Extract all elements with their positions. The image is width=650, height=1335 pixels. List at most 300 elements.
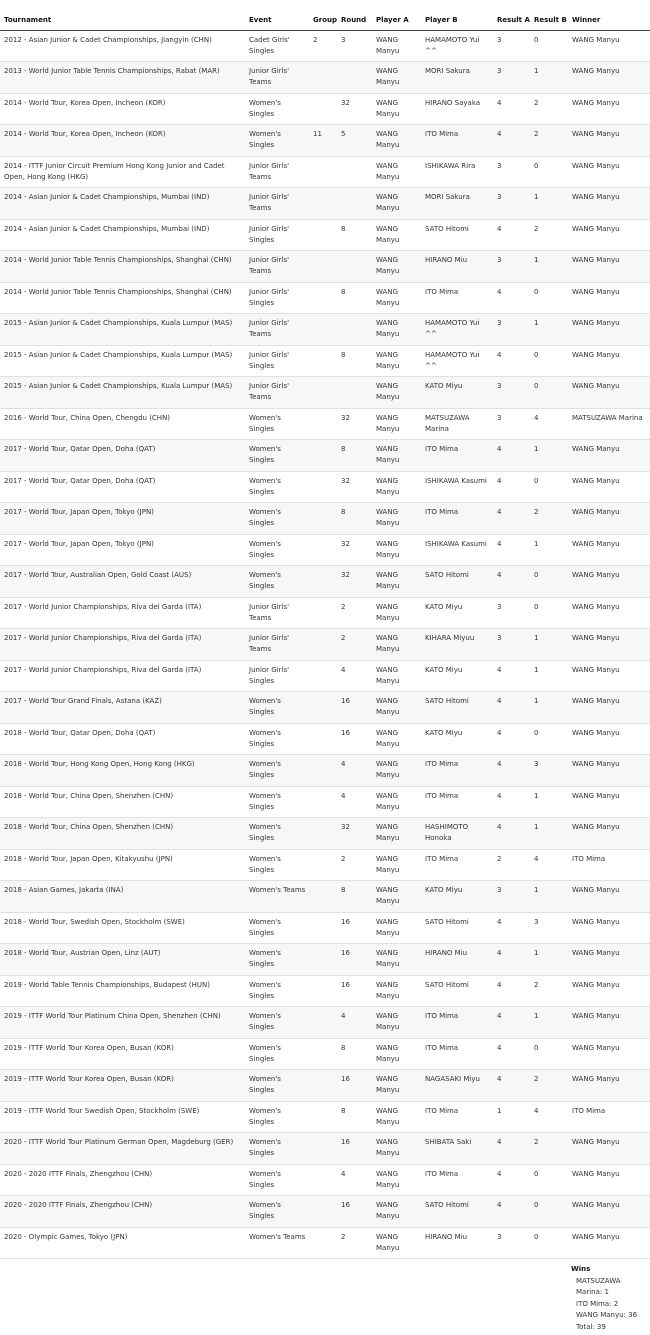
cell-round: 3 <box>337 30 372 62</box>
cell-result-a: 3 <box>493 314 530 346</box>
cell-winner: WANG Manyu <box>568 62 650 94</box>
cell-event: Women's Singles <box>245 692 309 724</box>
cell-player-a: WANG Manyu <box>372 944 421 976</box>
cell-player-b: ITO Mima <box>421 755 493 787</box>
cell-result-a: 3 <box>493 62 530 94</box>
cell-event: Women's Singles <box>245 471 309 503</box>
table-row[interactable] <box>0 219 650 251</box>
table-row[interactable] <box>0 629 650 661</box>
cell-result-b: 4 <box>530 408 568 440</box>
cell-event: Cadet Girls' Singles <box>245 30 309 62</box>
cell-round: 32 <box>337 408 372 440</box>
cell-result-a: 4 <box>493 692 530 724</box>
cell-event: Women's Singles <box>245 1196 309 1228</box>
cell-tournament: 2018 - World Tour, Japan Open, Kitakyushu (JPN) <box>0 849 245 881</box>
cell-group <box>309 408 337 440</box>
cell-group <box>309 818 337 850</box>
cell-event: Women's Singles <box>245 125 309 157</box>
cell-result-b: 2 <box>530 1070 568 1102</box>
cell-tournament: 2018 - World Tour, Qatar Open, Doha (QAT) <box>0 723 245 755</box>
cell-tournament: 2014 - World Tour, Korea Open, Incheon (KOR) <box>0 93 245 125</box>
cell-result-b: 1 <box>530 786 568 818</box>
table-row[interactable] <box>0 282 650 314</box>
cell-result-b: 0 <box>530 1164 568 1196</box>
cell-result-b: 0 <box>530 156 568 188</box>
cell-player-a: WANG Manyu <box>372 1038 421 1070</box>
cell-player-a: WANG Manyu <box>372 125 421 157</box>
cell-player-b: ITO Mima <box>421 282 493 314</box>
column-header-tournament[interactable]: Tournament <box>0 0 245 30</box>
wins-summary <box>571 1264 647 1333</box>
table-row[interactable] <box>0 723 650 755</box>
cell-group <box>309 912 337 944</box>
cell-player-a: WANG Manyu <box>372 566 421 598</box>
cell-player-b: ITO Mima <box>421 125 493 157</box>
cell-result-b: 1 <box>530 660 568 692</box>
cell-tournament: 2017 - World Tour, Australian Open, Gold Coast (AUS) <box>0 566 245 598</box>
cell-tournament: 2020 - ITTF World Tour Platinum German Open, Magdeburg (GER) <box>0 1133 245 1165</box>
cell-player-a: WANG Manyu <box>372 1007 421 1039</box>
cell-player-b: ISHIKAWA Kasumi <box>421 471 493 503</box>
cell-group: 2 <box>309 30 337 62</box>
column-header-result-a[interactable]: Result A <box>493 0 530 30</box>
table-row[interactable] <box>0 1007 650 1039</box>
column-header-group[interactable]: Group <box>309 0 337 30</box>
cell-player-a: WANG Manyu <box>372 156 421 188</box>
cell-tournament: 2015 - Asian Junior & Cadet Championships, Kuala Lumpur (MAS) <box>0 314 245 346</box>
cell-result-a: 4 <box>493 723 530 755</box>
cell-result-b: 0 <box>530 471 568 503</box>
cell-result-b: 0 <box>530 566 568 598</box>
table-row[interactable] <box>0 818 650 850</box>
cell-player-a: WANG Manyu <box>372 818 421 850</box>
cell-result-b: 2 <box>530 975 568 1007</box>
table-header <box>0 0 650 30</box>
table-row[interactable] <box>0 251 650 283</box>
cell-player-a: WANG Manyu <box>372 692 421 724</box>
table-row[interactable] <box>0 912 650 944</box>
cell-result-b: 0 <box>530 282 568 314</box>
cell-round: 2 <box>337 1227 372 1259</box>
cell-player-a: WANG Manyu <box>372 723 421 755</box>
cell-result-a: 4 <box>493 944 530 976</box>
table-row[interactable] <box>0 93 650 125</box>
cell-round: 8 <box>337 282 372 314</box>
cell-result-b: 2 <box>530 93 568 125</box>
cell-result-a: 4 <box>493 975 530 1007</box>
cell-result-b: 3 <box>530 755 568 787</box>
cell-player-b: HASHIMOTO Honoka <box>421 818 493 850</box>
cell-result-b: 1 <box>530 818 568 850</box>
cell-result-b: 1 <box>530 62 568 94</box>
cell-tournament: 2019 - World Table Tennis Championships, Budapest (HUN) <box>0 975 245 1007</box>
cell-event: Junior Girls' Singles <box>245 219 309 251</box>
cell-event: Women's Singles <box>245 1101 309 1133</box>
cell-tournament: 2018 - World Tour, Swedish Open, Stockholm (SWE) <box>0 912 245 944</box>
table-row[interactable] <box>0 408 650 440</box>
cell-player-a: WANG Manyu <box>372 597 421 629</box>
cell-tournament: 2014 - World Junior Table Tennis Championships, Shanghai (CHN) <box>0 251 245 283</box>
column-header-winner[interactable]: Winner <box>568 0 650 30</box>
cell-result-a: 3 <box>493 629 530 661</box>
cell-player-b: SATO Hitomi <box>421 692 493 724</box>
table-row[interactable] <box>0 440 650 472</box>
cell-round: 2 <box>337 597 372 629</box>
cell-result-b: 1 <box>530 944 568 976</box>
cell-tournament: 2012 - Asian Junior & Cadet Championships, Jiangyin (CHN) <box>0 30 245 62</box>
cell-result-b: 2 <box>530 1133 568 1165</box>
cell-round: 16 <box>337 1070 372 1102</box>
cell-round: 32 <box>337 471 372 503</box>
cell-player-a: WANG Manyu <box>372 660 421 692</box>
column-header-player-a[interactable]: Player A <box>372 0 421 30</box>
cell-winner: MATSUZAWA Marina <box>568 408 650 440</box>
cell-result-a: 4 <box>493 1164 530 1196</box>
cell-event: Junior Girls' Singles <box>245 660 309 692</box>
table-row[interactable] <box>0 1101 650 1133</box>
cell-player-b: ITO Mima <box>421 440 493 472</box>
cell-group <box>309 692 337 724</box>
table-row[interactable] <box>0 1133 650 1165</box>
cell-player-b: NAGASAKI Miyu <box>421 1070 493 1102</box>
cell-player-b: MORI Sakura <box>421 62 493 94</box>
cell-winner: WANG Manyu <box>568 471 650 503</box>
cell-player-b: KATO Miyu <box>421 881 493 913</box>
table-row[interactable] <box>0 849 650 881</box>
cell-result-a: 4 <box>493 282 530 314</box>
cell-player-a: WANG Manyu <box>372 345 421 377</box>
cell-event: Women's Singles <box>245 755 309 787</box>
cell-result-a: 3 <box>493 251 530 283</box>
cell-round <box>337 156 372 188</box>
table-row[interactable] <box>0 62 650 94</box>
cell-round <box>337 251 372 283</box>
table-row[interactable] <box>0 471 650 503</box>
cell-event: Women's Singles <box>245 93 309 125</box>
cell-winner: WANG Manyu <box>568 629 650 661</box>
cell-player-a: WANG Manyu <box>372 62 421 94</box>
cell-player-a: WANG Manyu <box>372 314 421 346</box>
table-row[interactable] <box>0 377 650 409</box>
cell-group <box>309 881 337 913</box>
cell-result-b: 2 <box>530 125 568 157</box>
cell-player-a: WANG Manyu <box>372 1196 421 1228</box>
column-header-event[interactable]: Event <box>245 0 309 30</box>
cell-player-b: KATO Miyu <box>421 597 493 629</box>
cell-result-b: 0 <box>530 597 568 629</box>
table-row[interactable] <box>0 660 650 692</box>
cell-group <box>309 1196 337 1228</box>
cell-winner: WANG Manyu <box>568 219 650 251</box>
cell-winner: WANG Manyu <box>568 1070 650 1102</box>
cell-result-a: 4 <box>493 1196 530 1228</box>
cell-round: 32 <box>337 534 372 566</box>
cell-group <box>309 755 337 787</box>
cell-round: 8 <box>337 1038 372 1070</box>
cell-tournament: 2018 - World Tour, China Open, Shenzhen (CHN) <box>0 786 245 818</box>
cell-player-a: WANG Manyu <box>372 912 421 944</box>
cell-group <box>309 1007 337 1039</box>
cell-group <box>309 471 337 503</box>
cell-event: Women's Singles <box>245 408 309 440</box>
cell-winner: WANG Manyu <box>568 30 650 62</box>
cell-group <box>309 314 337 346</box>
cell-player-a: WANG Manyu <box>372 786 421 818</box>
cell-group <box>309 282 337 314</box>
cell-winner: WANG Manyu <box>568 345 650 377</box>
cell-winner: WANG Manyu <box>568 125 650 157</box>
cell-winner: WANG Manyu <box>568 786 650 818</box>
cell-round: 4 <box>337 660 372 692</box>
cell-winner: WANG Manyu <box>568 156 650 188</box>
cell-winner: WANG Manyu <box>568 755 650 787</box>
table-row[interactable] <box>0 566 650 598</box>
cell-result-b: 1 <box>530 692 568 724</box>
cell-player-b: KATO Miyu <box>421 723 493 755</box>
cell-round: 16 <box>337 1196 372 1228</box>
cell-result-a: 4 <box>493 125 530 157</box>
table-row[interactable] <box>0 692 650 724</box>
cell-winner: ITO Mima <box>568 1101 650 1133</box>
cell-event: Junior Girls' Teams <box>245 377 309 409</box>
table-row[interactable] <box>0 1070 650 1102</box>
cell-tournament: 2019 - ITTF World Tour Swedish Open, Stockholm (SWE) <box>0 1101 245 1133</box>
cell-player-a: WANG Manyu <box>372 408 421 440</box>
cell-round: 16 <box>337 723 372 755</box>
cell-round: 32 <box>337 93 372 125</box>
cell-tournament: 2017 - World Tour, Qatar Open, Doha (QAT) <box>0 471 245 503</box>
cell-round: 32 <box>337 818 372 850</box>
cell-tournament: 2017 - World Tour, Qatar Open, Doha (QAT) <box>0 440 245 472</box>
wins-line: ITO Mima: 2 <box>576 1299 619 1308</box>
cell-group <box>309 660 337 692</box>
cell-tournament: 2015 - Asian Junior & Cadet Championships, Kuala Lumpur (MAS) <box>0 377 245 409</box>
table-row[interactable] <box>0 1227 650 1259</box>
cell-result-a: 4 <box>493 566 530 598</box>
cell-player-b: HIRANO Miu <box>421 1227 493 1259</box>
cell-player-b: HAMAMOTO Yui ^^ <box>421 30 493 62</box>
table-row[interactable] <box>0 786 650 818</box>
cell-round <box>337 62 372 94</box>
cell-event: Women's Singles <box>245 503 309 535</box>
cell-event: Women's Singles <box>245 818 309 850</box>
cell-round: 8 <box>337 1101 372 1133</box>
cell-round: 4 <box>337 755 372 787</box>
cell-winner: WANG Manyu <box>568 1133 650 1165</box>
table-row[interactable] <box>0 597 650 629</box>
cell-group <box>309 188 337 220</box>
cell-group <box>309 219 337 251</box>
table-row[interactable] <box>0 944 650 976</box>
cell-tournament: 2019 - ITTF World Tour Platinum China Open, Shenzhen (CHN) <box>0 1007 245 1039</box>
cell-event: Women's Singles <box>245 1164 309 1196</box>
cell-tournament: 2019 - ITTF World Tour Korea Open, Busan (KOR) <box>0 1038 245 1070</box>
cell-winner: WANG Manyu <box>568 534 650 566</box>
cell-tournament: 2014 - Asian Junior & Cadet Championships, Mumbai (IND) <box>0 188 245 220</box>
cell-result-b: 0 <box>530 377 568 409</box>
cell-winner: ITO Mima <box>568 849 650 881</box>
cell-result-a: 3 <box>493 408 530 440</box>
cell-player-b: HIRANO Miu <box>421 251 493 283</box>
cell-result-a: 4 <box>493 1133 530 1165</box>
cell-group <box>309 597 337 629</box>
cell-event: Women's Singles <box>245 975 309 1007</box>
cell-group <box>309 566 337 598</box>
cell-player-a: WANG Manyu <box>372 849 421 881</box>
cell-winner: WANG Manyu <box>568 503 650 535</box>
cell-player-a: WANG Manyu <box>372 503 421 535</box>
cell-group <box>309 503 337 535</box>
cell-result-a: 2 <box>493 849 530 881</box>
cell-group <box>309 62 337 94</box>
cell-group <box>309 1070 337 1102</box>
table-row[interactable] <box>0 345 650 377</box>
cell-event: Junior Girls' Teams <box>245 597 309 629</box>
table-row[interactable] <box>0 503 650 535</box>
table-row[interactable] <box>0 1038 650 1070</box>
cell-player-b: KATO Miyu <box>421 377 493 409</box>
cell-result-a: 3 <box>493 156 530 188</box>
cell-result-b: 0 <box>530 1038 568 1070</box>
table-row[interactable] <box>0 1196 650 1228</box>
cell-player-b: SATO Hitomi <box>421 1196 493 1228</box>
cell-player-b: MORI Sakura <box>421 188 493 220</box>
cell-result-b: 1 <box>530 1007 568 1039</box>
cell-tournament: 2017 - World Junior Championships, Riva del Garda (ITA) <box>0 597 245 629</box>
cell-tournament: 2017 - World Tour Grand Finals, Astana (KAZ) <box>0 692 245 724</box>
table-row[interactable] <box>0 1164 650 1196</box>
cell-player-a: WANG Manyu <box>372 755 421 787</box>
cell-result-b: 4 <box>530 849 568 881</box>
cell-result-b: 1 <box>530 314 568 346</box>
cell-winner: WANG Manyu <box>568 692 650 724</box>
cell-round: 2 <box>337 849 372 881</box>
cell-result-b: 1 <box>530 188 568 220</box>
cell-group <box>309 1101 337 1133</box>
table-row[interactable] <box>0 188 650 220</box>
cell-result-a: 3 <box>493 597 530 629</box>
cell-round: 16 <box>337 975 372 1007</box>
cell-group <box>309 1164 337 1196</box>
cell-winner: WANG Manyu <box>568 881 650 913</box>
cell-round <box>337 188 372 220</box>
cell-result-b: 2 <box>530 503 568 535</box>
cell-tournament: 2020 - 2020 ITTF Finals, Zhengzhou (CHN) <box>0 1164 245 1196</box>
cell-player-a: WANG Manyu <box>372 1227 421 1259</box>
cell-player-b: HAMAMOTO Yui ^^ <box>421 314 493 346</box>
cell-round: 32 <box>337 566 372 598</box>
cell-tournament: 2014 - World Tour, Korea Open, Incheon (KOR) <box>0 125 245 157</box>
column-header-round[interactable]: Round <box>337 0 372 30</box>
wins-line: WANG Manyu: 36 <box>576 1311 638 1319</box>
cell-player-b: HIRANO Sayaka <box>421 93 493 125</box>
cell-winner: WANG Manyu <box>568 188 650 220</box>
cell-group <box>309 849 337 881</box>
cell-result-a: 4 <box>493 786 530 818</box>
cell-event: Women's Singles <box>245 786 309 818</box>
table-row[interactable] <box>0 314 650 346</box>
cell-event: Junior Girls' Teams <box>245 314 309 346</box>
cell-result-b: 1 <box>530 534 568 566</box>
cell-player-b: SATO Hitomi <box>421 975 493 1007</box>
cell-result-b: 1 <box>530 629 568 661</box>
cell-player-b: ITO Mima <box>421 1164 493 1196</box>
cell-event: Women's Singles <box>245 534 309 566</box>
cell-player-a: WANG Manyu <box>372 629 421 661</box>
table-row[interactable] <box>0 534 650 566</box>
table-row[interactable] <box>0 975 650 1007</box>
cell-player-b: HAMAMOTO Yui ^^ <box>421 345 493 377</box>
table-row[interactable] <box>0 125 650 157</box>
cell-round <box>337 377 372 409</box>
cell-group <box>309 251 337 283</box>
cell-round: 16 <box>337 1133 372 1165</box>
table-row[interactable] <box>0 881 650 913</box>
column-header-player-b[interactable]: Player B <box>421 0 493 30</box>
cell-group <box>309 1038 337 1070</box>
cell-group <box>309 377 337 409</box>
cell-player-b: ITO Mima <box>421 1101 493 1133</box>
cell-player-a: WANG Manyu <box>372 219 421 251</box>
cell-winner: WANG Manyu <box>568 818 650 850</box>
cell-winner: WANG Manyu <box>568 975 650 1007</box>
cell-result-b: 0 <box>530 723 568 755</box>
cell-event: Women's Singles <box>245 440 309 472</box>
cell-event: Women's Singles <box>245 1133 309 1165</box>
cell-event: Women's Teams <box>245 1227 309 1259</box>
cell-player-a: WANG Manyu <box>372 377 421 409</box>
cell-result-a: 4 <box>493 1038 530 1070</box>
cell-player-a: WANG Manyu <box>372 93 421 125</box>
cell-player-b: SATO Hitomi <box>421 912 493 944</box>
cell-result-b: 1 <box>530 881 568 913</box>
header-row <box>0 0 650 30</box>
cell-round: 4 <box>337 1164 372 1196</box>
cell-result-a: 3 <box>493 1227 530 1259</box>
table-row[interactable] <box>0 755 650 787</box>
cell-round: 8 <box>337 503 372 535</box>
cell-player-b: ITO Mima <box>421 786 493 818</box>
cell-event: Junior Girls' Teams <box>245 62 309 94</box>
cell-result-b: 1 <box>530 440 568 472</box>
cell-round: 4 <box>337 1007 372 1039</box>
cell-round: 2 <box>337 629 372 661</box>
cell-group <box>309 723 337 755</box>
cell-group <box>309 629 337 661</box>
cell-group: 11 <box>309 125 337 157</box>
table-row[interactable] <box>0 156 650 188</box>
cell-winner: WANG Manyu <box>568 314 650 346</box>
cell-winner: WANG Manyu <box>568 377 650 409</box>
cell-event: Women's Teams <box>245 881 309 913</box>
cell-player-b: SHIBATA Saki <box>421 1133 493 1165</box>
cell-player-a: WANG Manyu <box>372 188 421 220</box>
cell-round: 8 <box>337 219 372 251</box>
cell-round: 8 <box>337 440 372 472</box>
cell-tournament: 2018 - World Tour, China Open, Shenzhen (CHN) <box>0 818 245 850</box>
cell-tournament: 2013 - World Junior Table Tennis Championships, Rabat (MAR) <box>0 62 245 94</box>
cell-group <box>309 534 337 566</box>
cell-player-b: MATSUZAWA Marina <box>421 408 493 440</box>
cell-event: Junior Girls' Singles <box>245 345 309 377</box>
cell-winner: WANG Manyu <box>568 440 650 472</box>
cell-tournament: 2014 - World Junior Table Tennis Championships, Shanghai (CHN) <box>0 282 245 314</box>
cell-event: Women's Singles <box>245 849 309 881</box>
cell-event: Women's Singles <box>245 1038 309 1070</box>
cell-group <box>309 944 337 976</box>
column-header-result-b[interactable]: Result B <box>530 0 568 30</box>
table-row[interactable] <box>0 30 650 62</box>
